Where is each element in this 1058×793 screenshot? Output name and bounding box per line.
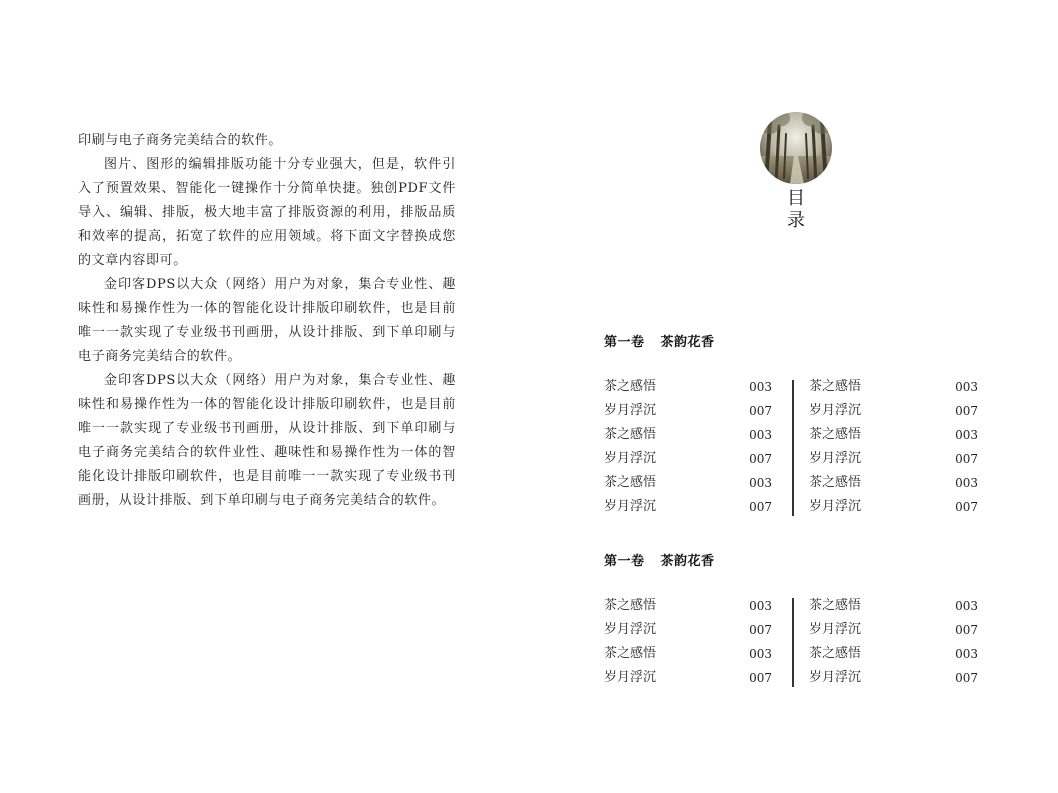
toc-entry-title: 茶之感悟 [604, 475, 657, 490]
toc-entry[interactable] [604, 423, 772, 447]
body-text [78, 129, 456, 513]
paragraph: 图片、图形的编辑排版功能十分专业强大，但是，软件引入了预置效果、智能化一键操作十分简单快捷。独创PDF文件导入、编辑、排版，极大地丰富了排版资源的利用，排版品质和效率的提高，拓宽了软件的应用领域。将下面文字替换成您的文章内容即可。 [78, 157, 456, 268]
toc-entry-page: 003 [955, 476, 978, 490]
toc-entry-title: 岁月浮沉 [604, 499, 657, 514]
toc-entry[interactable] [809, 495, 978, 519]
toc-entry-page: 003 [749, 380, 772, 394]
toc-entry-page: 003 [749, 647, 772, 661]
toc-entry-title: 茶之感悟 [809, 379, 862, 394]
toc-column-left [604, 375, 772, 519]
volume-title [604, 331, 715, 350]
toc-entry-page: 007 [955, 452, 978, 466]
toc-entry-title: 岁月浮沉 [604, 622, 657, 637]
toc-entry-title: 岁月浮沉 [809, 403, 862, 418]
toc-entry-page: 007 [955, 623, 978, 637]
volume-name: 茶韵花香 [660, 554, 715, 569]
toc-column-right [809, 375, 978, 519]
volume-number: 第一卷 [604, 554, 645, 569]
toc-entry-page: 003 [749, 476, 772, 490]
toc-entry[interactable] [604, 666, 772, 690]
toc-entry-page: 007 [955, 404, 978, 418]
toc-entry-title: 茶之感悟 [604, 427, 657, 442]
toc-column-left [604, 594, 772, 690]
toc-entry[interactable] [604, 642, 772, 666]
volume-number: 第一卷 [604, 335, 645, 350]
toc-entry[interactable] [809, 399, 978, 423]
toc-entry-title: 茶之感悟 [809, 427, 862, 442]
toc-entries-group [604, 594, 978, 690]
toc-entry-page: 007 [749, 671, 772, 685]
toc-entry-title: 茶之感悟 [604, 379, 657, 394]
volume-name: 茶韵花香 [660, 335, 715, 350]
toc-entry-title: 岁月浮沉 [809, 499, 862, 514]
column-divider [792, 380, 794, 516]
toc-entry[interactable] [809, 471, 978, 495]
toc-entry-title: 岁月浮沉 [809, 622, 862, 637]
toc-entry-page: 003 [955, 599, 978, 613]
toc-heading-char: 目 [787, 188, 805, 209]
toc-entries-group [604, 375, 978, 519]
toc-entry-title: 茶之感悟 [809, 475, 862, 490]
paragraph: 印刷与电子商务完美结合的软件。 [78, 133, 283, 148]
toc-heading [782, 188, 810, 232]
toc-column-right [809, 594, 978, 690]
toc-entry-page: 007 [955, 671, 978, 685]
toc-entry-page: 003 [955, 428, 978, 442]
toc-entry-title: 岁月浮沉 [604, 451, 657, 466]
toc-entry[interactable] [604, 471, 772, 495]
toc-entry[interactable] [604, 618, 772, 642]
toc-entry[interactable] [809, 642, 978, 666]
toc-entry-page: 003 [955, 647, 978, 661]
toc-entry[interactable] [604, 495, 772, 519]
toc-entry-title: 茶之感悟 [809, 598, 862, 613]
volume-title [604, 550, 715, 569]
toc-entry[interactable] [809, 423, 978, 447]
toc-entry-page: 007 [749, 623, 772, 637]
toc-entry[interactable] [809, 447, 978, 471]
toc-entry[interactable] [604, 594, 772, 618]
toc-entry[interactable] [604, 375, 772, 399]
toc-heading-char: 录 [787, 210, 805, 231]
toc-entry-page: 007 [749, 404, 772, 418]
toc-entry-page: 003 [749, 599, 772, 613]
paragraph: 金印客DPS以大众（网络）用户为对象，集合专业性、趣味性和易操作性为一体的智能化设计排版印刷软件，也是目前唯一一款实现了专业级书刊画册，从设计排版、到下单印刷与电子商务完美结合的软件。 [78, 277, 456, 364]
toc-entry-title: 岁月浮沉 [809, 670, 862, 685]
toc-entry[interactable] [809, 666, 978, 690]
column-divider [792, 598, 794, 687]
toc-entry-page: 007 [749, 500, 772, 514]
toc-entry-title: 茶之感悟 [604, 646, 657, 661]
toc-entry-title: 茶之感悟 [809, 646, 862, 661]
toc-entry[interactable] [809, 618, 978, 642]
toc-entry-title: 岁月浮沉 [604, 403, 657, 418]
forest-path-photo [760, 112, 832, 184]
toc-entry[interactable] [809, 594, 978, 618]
toc-entry[interactable] [604, 447, 772, 471]
toc-entry[interactable] [604, 399, 772, 423]
toc-entry-title: 茶之感悟 [604, 598, 657, 613]
toc-entry-page: 003 [955, 380, 978, 394]
toc-entry-title: 岁月浮沉 [604, 670, 657, 685]
paragraph: 金印客DPS以大众（网络）用户为对象，集合专业性、趣味性和易操作性为一体的智能化设计排版印刷软件，也是目前唯一一款实现了专业级书刊画册，从设计排版、到下单印刷与电子商务完美结合的软件业性、趣味性和易操作性为一体的智能化设计排版印刷软件，也是目前唯一一款实现了专业级书刊画册，从设计排版、到下单印刷与电子商务完美结合的软件。 [78, 373, 456, 508]
toc-entry-title: 岁月浮沉 [809, 451, 862, 466]
toc-entry[interactable] [809, 375, 978, 399]
toc-entry-page: 007 [749, 452, 772, 466]
toc-entry-page: 007 [955, 500, 978, 514]
toc-entry-page: 003 [749, 428, 772, 442]
